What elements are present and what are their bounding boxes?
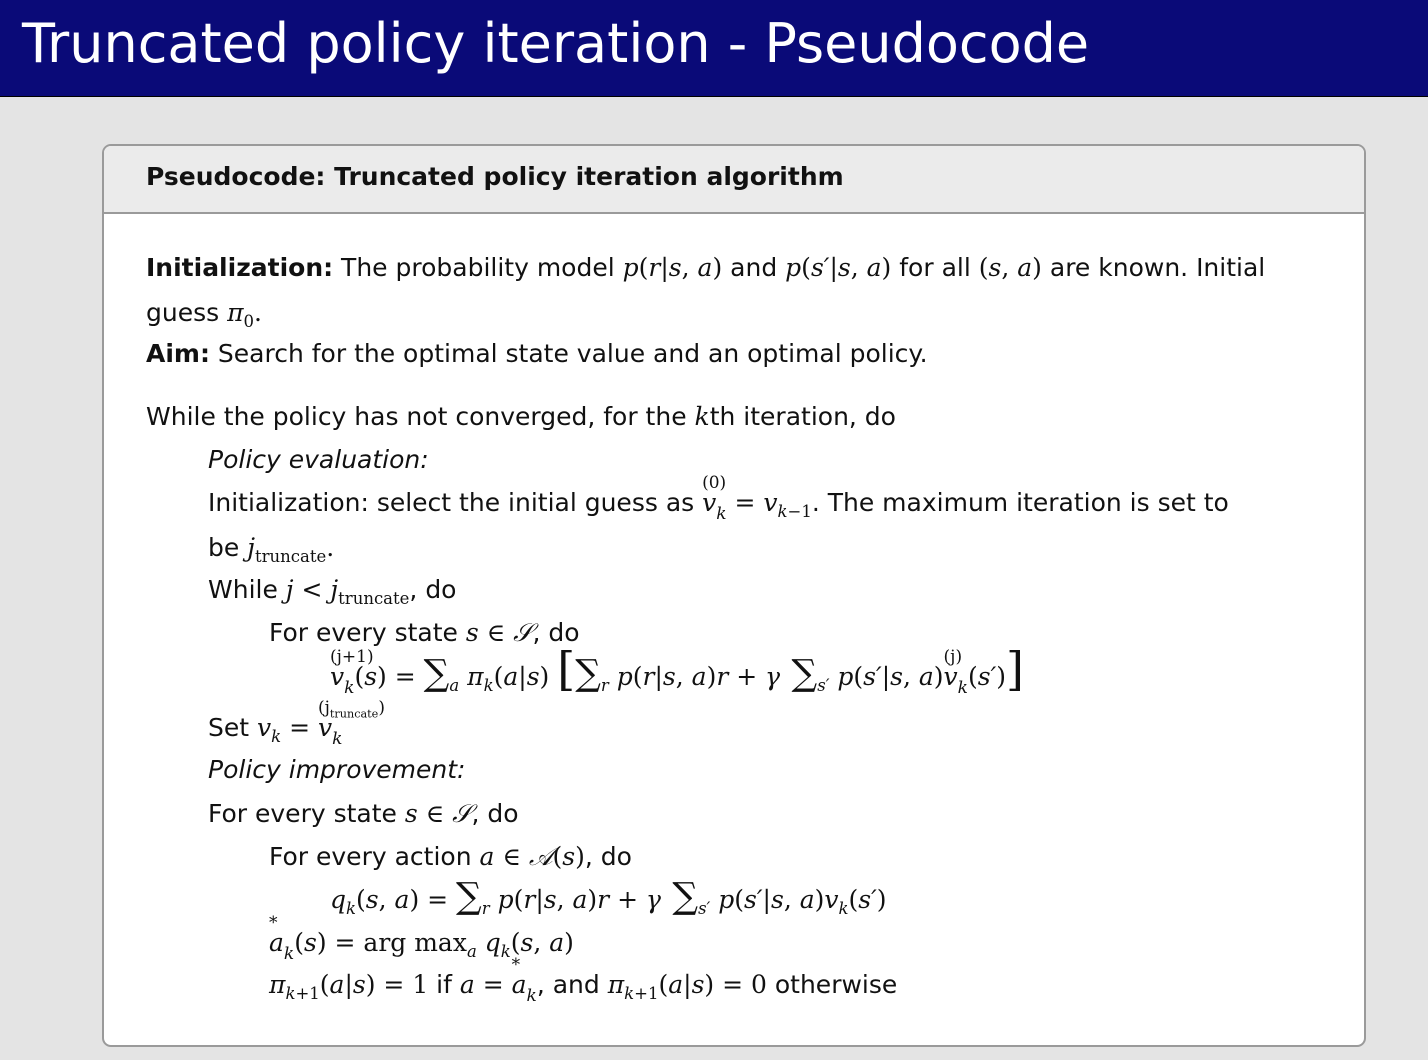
- pe-init-line: Initialization: select the initial guess as v (0) $_k = v_{k-1}$. The maximum iteration is set to: [208, 473, 1229, 524]
- while-text-2: th iteration, do: [709, 402, 896, 431]
- math-pss: p: [785, 253, 802, 282]
- pseudocode-block: [102, 144, 1366, 1047]
- policy-update-formula: $\pi_{k+1}(a|s) = 1$ if a = a * $_k$, and $\pi_{k+1}(a|s) = 0$ otherwise: [269, 955, 898, 1006]
- init-label: Initialization:: [146, 253, 334, 282]
- if-text: if: [428, 970, 460, 999]
- while-j-text-2: , do: [409, 575, 457, 604]
- guess-text: guess: [146, 298, 228, 327]
- while-line: While the policy has not converged, for the kth iteration, do: [146, 402, 896, 431]
- aim-text: Search for the optimal state value and an optimal policy.: [209, 339, 928, 368]
- pe-init-text-2: . The maximum iteration is set to: [811, 488, 1229, 517]
- title-bar: [0, 0, 1428, 97]
- init-text-and: and: [722, 253, 786, 282]
- q-formula: $q_k(s$, $a) = \sum_r$ p(r|s, a)r + γ $\sum_{s'}$ p(s′|s, $a)v_k(s')$: [330, 876, 887, 918]
- set-text: Set: [208, 713, 257, 742]
- for-action-line: For every action a ∈ 𝒜(s), do: [269, 842, 632, 871]
- while-j-line: While $j < j_{truncate}$, do: [208, 575, 457, 608]
- policy-eval-heading: Policy evaluation:: [208, 445, 429, 474]
- policy-impr-heading: Policy improvement:: [208, 755, 466, 784]
- math-prs: p: [622, 253, 639, 282]
- aim-label: Aim:: [146, 339, 210, 368]
- init-line-2: guess $\pi_0$.: [146, 298, 262, 331]
- for-state-text: For every state: [269, 618, 466, 647]
- for-state-text-2: , do: [532, 618, 580, 647]
- and-text: , and: [536, 970, 608, 999]
- for-state-b-text: For every state: [208, 799, 405, 828]
- aim-line: [146, 338, 928, 370]
- init-line: Initialization: The probability model p(r|s, a) and p(s′|s, a) for all (s, a) are known. Initial: [146, 253, 1266, 282]
- pe-be-text: be: [208, 533, 248, 562]
- init-text: The probability model: [333, 253, 623, 282]
- set-line: Set $v_k = v$ $(j_{truncate})$ $_k$: [208, 698, 385, 749]
- while-j-text: While: [208, 575, 286, 604]
- for-state-b-text-2: , do: [471, 799, 519, 828]
- slide-title: Truncated policy iteration - Pseudocode: [22, 12, 1090, 75]
- init-text-known: are known. Initial: [1041, 253, 1266, 282]
- init-text-forall: for all: [891, 253, 979, 282]
- otherwise-text: otherwise: [766, 970, 898, 999]
- for-action-text-2: , do: [584, 842, 632, 871]
- while-text: While the policy has not converged, for the: [146, 402, 695, 431]
- pe-be-line: be $j_{truncate}$.: [208, 533, 335, 566]
- for-state-line: For every state s ∈ 𝒮, do: [269, 618, 580, 647]
- for-action-text: For every action: [269, 842, 480, 871]
- block-title: Pseudocode: Truncated policy iteration algorithm: [146, 162, 844, 191]
- block-header: [104, 146, 1364, 214]
- argmax-formula: a * $_k$(s) = arg $\max_a q_k(s$, a): [269, 913, 574, 964]
- for-state-b-line: For every state s ∈ 𝒮, do: [208, 799, 519, 828]
- pe-init-text: Initialization: select the initial guess as: [208, 488, 703, 517]
- update-formula: v (j+1) $_k(s) = \sum_a$ $\pi_k(a|s)$ [$\sum_r$ p(r|s, a)r + γ $\sum_{s'}$ p(s′|s, a)v (j) $_k$(s′)]: [330, 642, 1024, 698]
